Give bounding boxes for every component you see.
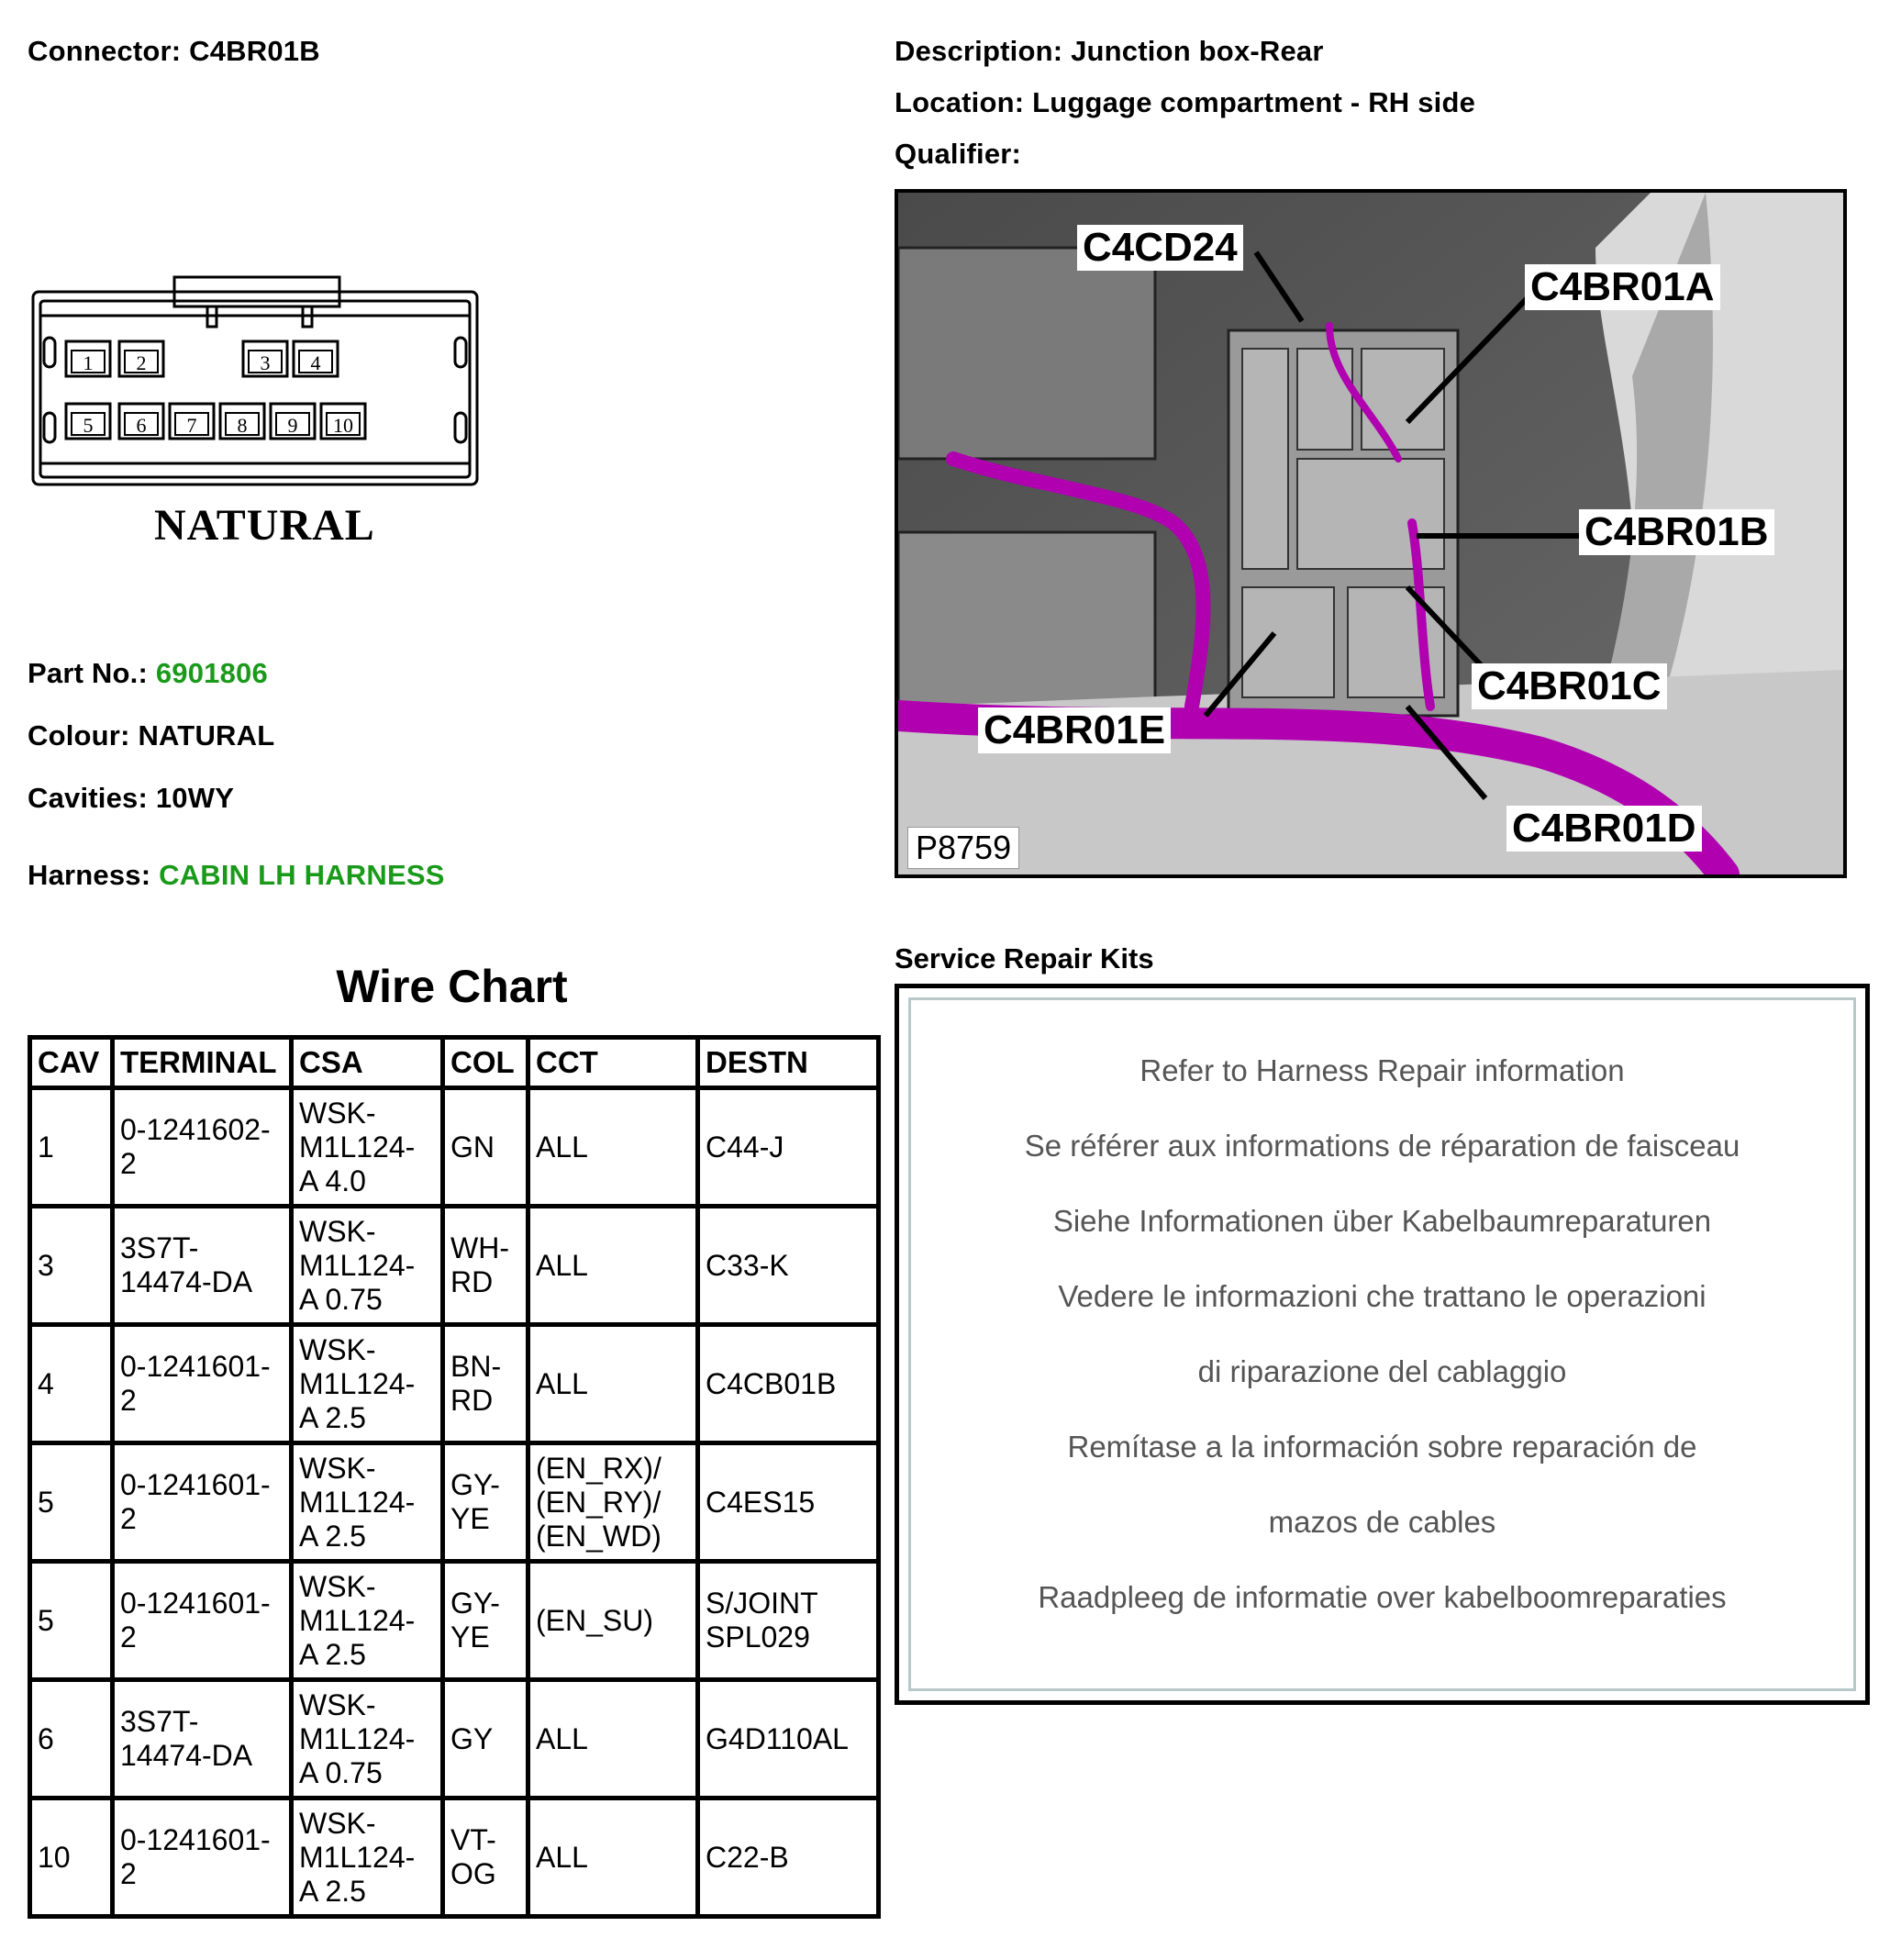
cavity-number: 2	[136, 351, 147, 374]
cell-destn: C33-K	[698, 1207, 879, 1325]
header-csa: CSA	[292, 1038, 443, 1088]
cell-csa: WSK- M1L124- A 0.75	[292, 1207, 443, 1325]
cavity-number: 1	[83, 351, 94, 374]
pin-group	[66, 341, 365, 439]
service-repair-kits-title: Service Repair Kits	[895, 942, 1154, 974]
location-photo	[895, 189, 1847, 878]
connector-value: C4BR01B	[189, 35, 320, 67]
table-row	[30, 1799, 879, 1917]
cavity-number: 5	[83, 414, 94, 437]
header-cav: CAV	[30, 1038, 113, 1088]
location-field	[895, 86, 1475, 119]
service-repair-kits-panel	[895, 984, 1870, 1705]
cell-cav: 5	[30, 1562, 113, 1680]
cell-cct: ALL	[528, 1325, 698, 1443]
cavity-5	[66, 404, 110, 439]
harness-field	[28, 859, 445, 892]
cell-terminal: 3S7T- 14474-DA	[113, 1207, 292, 1325]
part-no-label: Part No.:	[28, 657, 148, 689]
cell-cav: 1	[30, 1088, 113, 1207]
kit-line-es-2: mazos de cables	[1268, 1505, 1496, 1539]
part-no-link[interactable]: 6901806	[155, 657, 268, 689]
description-label: Description:	[895, 35, 1063, 67]
cavity-number: 3	[260, 351, 271, 374]
callout-c4br01e: C4BR01E	[978, 707, 1171, 753]
cell-col: WH- RD	[443, 1207, 528, 1325]
kit-line-nl: Raadpleeg de informatie over kabelboomreparaties	[1038, 1580, 1727, 1614]
wire-chart-table	[28, 1035, 881, 1919]
cell-col: GN	[443, 1088, 528, 1207]
colour-label: Colour:	[28, 719, 130, 752]
header-destn: DESTN	[698, 1038, 879, 1088]
cell-csa: WSK- M1L124- A 2.5	[292, 1799, 443, 1917]
cell-destn: G4D110AL	[698, 1680, 879, 1799]
service-repair-kits-inner	[908, 997, 1856, 1691]
cavity-8	[220, 404, 264, 439]
cavity-10	[321, 404, 365, 439]
cell-terminal: 0-1241602- 2	[113, 1088, 292, 1207]
cell-csa: WSK- M1L124- A 4.0	[292, 1088, 443, 1207]
wire-chart-title: Wire Chart	[336, 961, 568, 1012]
cell-col: GY	[443, 1680, 528, 1799]
cell-csa: WSK- M1L124- A 0.75	[292, 1680, 443, 1799]
cavities-label: Cavities:	[28, 782, 149, 814]
cell-cav: 6	[30, 1680, 113, 1799]
cavity-number: 9	[287, 414, 298, 437]
cell-col: GY- YE	[443, 1443, 528, 1562]
colour-value: NATURAL	[138, 719, 275, 752]
table-row	[30, 1680, 879, 1799]
cavity-4	[294, 341, 338, 376]
cell-cct: ALL	[528, 1207, 698, 1325]
cavity-7	[170, 404, 214, 439]
table-row	[30, 1562, 879, 1680]
cavity-2	[119, 341, 163, 376]
cell-cav: 5	[30, 1443, 113, 1562]
cell-cav: 10	[30, 1799, 113, 1917]
cell-destn: C22-B	[698, 1799, 879, 1917]
table-row	[30, 1207, 879, 1325]
cell-cav: 4	[30, 1325, 113, 1443]
cell-destn: C4ES15	[698, 1443, 879, 1562]
location-label: Location:	[895, 86, 1025, 118]
qualifier-field	[895, 138, 1021, 171]
callout-c4br01d: C4BR01D	[1506, 806, 1702, 852]
table-row	[30, 1443, 879, 1562]
connector-label: Connector:	[28, 35, 182, 67]
table-row	[30, 1088, 879, 1207]
cell-destn: C4CB01B	[698, 1325, 879, 1443]
qualifier-label: Qualifier:	[895, 138, 1022, 170]
header-terminal: TERMINAL	[113, 1038, 292, 1088]
callout-c4br01b: C4BR01B	[1579, 509, 1774, 555]
callout-c4br01c: C4BR01C	[1472, 663, 1667, 709]
cell-terminal: 0-1241601- 2	[113, 1325, 292, 1443]
header-col: COL	[443, 1038, 528, 1088]
callout-c4cd24: C4CD24	[1077, 225, 1243, 271]
header-cct: CCT	[528, 1038, 698, 1088]
wire-chart-header-row	[30, 1038, 879, 1088]
cavities-value: 10WY	[155, 782, 235, 814]
part-no-field	[28, 657, 268, 690]
cavity-number: 10	[333, 414, 353, 437]
kit-line-de: Siehe Informationen über Kabelbaumreparaturen	[1052, 1204, 1712, 1238]
cell-col: GY- YE	[443, 1562, 528, 1680]
cavity-6	[119, 404, 163, 439]
connector-outline	[28, 275, 486, 514]
cell-csa: WSK- M1L124- A 2.5	[292, 1562, 443, 1680]
cell-destn: C44-J	[698, 1088, 879, 1207]
table-row	[30, 1325, 879, 1443]
callout-c4br01a: C4BR01A	[1525, 264, 1720, 310]
kit-line-fr: Se référer aux informations de réparation de faisceau	[1024, 1129, 1740, 1163]
cavity-9	[271, 404, 315, 439]
cavities-field	[28, 782, 234, 815]
cell-terminal: 3S7T- 14474-DA	[113, 1680, 292, 1799]
cell-terminal: 0-1241601- 2	[113, 1562, 292, 1680]
kit-line-es-1: Remítase a la información sobre reparación de	[1067, 1430, 1697, 1464]
cell-cav: 3	[30, 1207, 113, 1325]
cell-col: BN- RD	[443, 1325, 528, 1443]
cell-destn: S/JOINT SPL029	[698, 1562, 879, 1680]
cavity-number: 6	[136, 414, 147, 437]
cell-cct: ALL	[528, 1799, 698, 1917]
connector-field	[28, 35, 320, 68]
cell-cct: (EN_RX)/ (EN_RY)/ (EN_WD)	[528, 1443, 698, 1562]
kit-line-en: Refer to Harness Repair information	[1139, 1053, 1625, 1087]
cell-csa: WSK- M1L124- A 2.5	[292, 1325, 443, 1443]
connector-caption: NATURAL	[154, 501, 375, 550]
location-value: Luggage compartment - RH side	[1032, 86, 1476, 118]
cell-col: VT- OG	[443, 1799, 528, 1917]
cavity-1	[66, 341, 110, 376]
description-field	[895, 35, 1324, 68]
cell-csa: WSK- M1L124- A 2.5	[292, 1443, 443, 1562]
photo-id: P8759	[907, 827, 1019, 869]
cell-cct: ALL	[528, 1088, 698, 1207]
harness-label: Harness:	[28, 859, 151, 891]
cavity-number: 4	[310, 351, 321, 374]
cell-terminal: 0-1241601- 2	[113, 1799, 292, 1917]
colour-field	[28, 719, 274, 752]
cell-cct: ALL	[528, 1680, 698, 1799]
cavity-number: 8	[237, 414, 248, 437]
description-value: Junction box-Rear	[1071, 35, 1324, 67]
cell-terminal: 0-1241601- 2	[113, 1443, 292, 1562]
cell-cct: (EN_SU)	[528, 1562, 698, 1680]
cavity-number: 7	[186, 414, 197, 437]
cavity-3	[243, 341, 287, 376]
harness-link[interactable]: CABIN LH HARNESS	[159, 859, 445, 891]
kit-line-it-1: Vedere le informazioni che trattano le operazioni	[1058, 1279, 1706, 1313]
kit-line-it-2: di riparazione del cablaggio	[1197, 1354, 1567, 1388]
